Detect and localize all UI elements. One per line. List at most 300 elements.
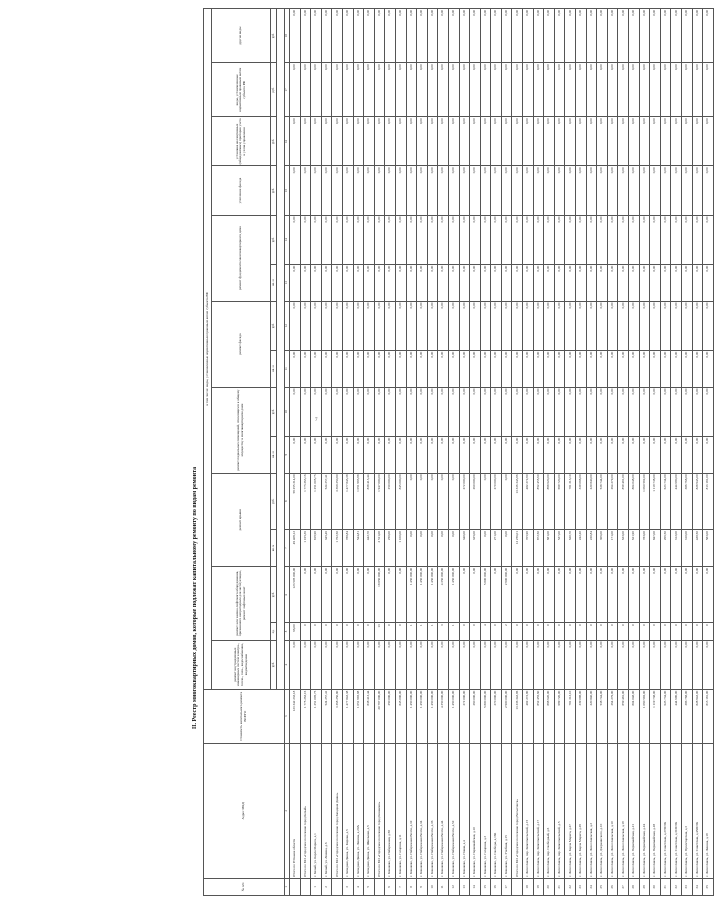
cell-c14: 0,00 bbox=[342, 215, 353, 264]
table-row bbox=[533, 9, 544, 896]
cell-c12: 0,00 bbox=[459, 301, 470, 350]
cell-c7: 681,00 bbox=[544, 530, 555, 567]
cell-c10: 0,00 bbox=[681, 387, 692, 436]
cell-c4: 0,00 bbox=[427, 640, 438, 689]
unit-c8: руб. bbox=[271, 473, 277, 530]
cell-addr: г. Лихославль, ул. Карла Маркса, д.29 bbox=[576, 743, 587, 878]
cell-c18: 0,00 bbox=[395, 9, 406, 63]
cell-c12: 0,00 bbox=[586, 301, 597, 350]
cell-c13: 0,00 bbox=[554, 264, 565, 301]
cell-c17: 0,00 bbox=[438, 63, 449, 117]
cell-addr: г. Белый, ул. Карла Маркса, д.1 bbox=[311, 743, 322, 878]
table-row bbox=[438, 9, 449, 896]
column-number: 10 bbox=[284, 387, 290, 436]
cell-c13: 0,00 bbox=[311, 264, 322, 301]
cell-c7: 340,00 bbox=[459, 530, 470, 567]
cell-c17: 0,00 bbox=[607, 63, 618, 117]
cell-addr: г. Западная Двина, ул. Ленина, д.20А bbox=[353, 743, 364, 878]
cell-c10: 0,00 bbox=[533, 387, 544, 436]
unit-c13: кв. м bbox=[271, 264, 277, 301]
cell-c18: 0,00 bbox=[417, 9, 428, 63]
cell-c7: 633,00 bbox=[618, 530, 629, 567]
cell-c11: 0,00 bbox=[374, 350, 385, 387]
cell-c16: 0,00 bbox=[501, 117, 512, 166]
cell-c15: 0,00 bbox=[491, 166, 502, 215]
cell-c15: 0,00 bbox=[607, 166, 618, 215]
cell-c13: 0,00 bbox=[607, 264, 618, 301]
cell-addr: г. Лихославль, ул. Лихославльская, д.2 bbox=[586, 743, 597, 878]
cell-c6: 0,00 bbox=[311, 566, 322, 623]
cell-c13: 0,00 bbox=[470, 264, 481, 301]
cell-c12: 0,00 bbox=[342, 301, 353, 350]
cell-c16: 0,00 bbox=[385, 117, 396, 166]
cell-no: 10 bbox=[427, 878, 438, 895]
cell-c16: 0,00 bbox=[300, 117, 311, 166]
cell-c16: 0,00 bbox=[681, 117, 692, 166]
column-number: 13 bbox=[284, 264, 290, 301]
cell-c16: 0,00 bbox=[311, 117, 322, 166]
cell-c3: 804 048,00 bbox=[629, 689, 640, 743]
cell-c5: 0 bbox=[300, 623, 311, 640]
cell-c4: 0,00 bbox=[618, 640, 629, 689]
cell-c6: 0,00 bbox=[395, 566, 406, 623]
cell-c8: 250 000,00 bbox=[385, 473, 396, 530]
cell-c17: 0,00 bbox=[650, 63, 661, 117]
cell-c6: 1 450 000,00 bbox=[427, 566, 438, 623]
cell-c11: 0,00 bbox=[544, 350, 555, 387]
cell-c8: 898 620,00 bbox=[544, 473, 555, 530]
cell-addr: г. Конаково, ул. Набережная Волги, д.44 bbox=[438, 743, 449, 878]
table-total-row bbox=[332, 9, 343, 896]
cell-c7: 345,46 bbox=[321, 530, 332, 567]
cell-c14: 0,00 bbox=[427, 215, 438, 264]
cell-c18: 0,00 bbox=[650, 9, 661, 63]
cell-c6: 18 850 000,00 bbox=[374, 566, 385, 623]
cell-c14: 0,00 bbox=[692, 215, 703, 264]
cell-c16: 0,00 bbox=[406, 117, 417, 166]
cell-c18: 0,00 bbox=[491, 9, 502, 63]
cell-c15: 0,00 bbox=[364, 166, 375, 215]
cell-c10: 0,00 bbox=[597, 387, 608, 436]
cell-c3: 2 900 000,00 bbox=[501, 689, 512, 743]
column-number: 17 bbox=[284, 63, 290, 117]
cell-c16: 0,00 bbox=[565, 117, 576, 166]
cell-c18: 0,00 bbox=[703, 9, 714, 63]
cell-c8: 1 775 263,16 bbox=[300, 473, 311, 530]
cell-c12: 0,00 bbox=[523, 301, 534, 350]
cell-c8: 482 272,90 bbox=[523, 473, 534, 530]
cell-c9: 0,00 bbox=[332, 436, 343, 473]
cell-addr: г. Лихославль, пер. Комсомольский, д.15 bbox=[523, 743, 534, 878]
table-total-row bbox=[290, 9, 301, 896]
including-group-header: в том числе: виды, установленные нормативным правовым актом субъекта РФ bbox=[204, 9, 212, 690]
cell-addr: г. Лихославль, ул. Советская, д.45МПК bbox=[692, 743, 703, 878]
cell-c12: 0,00 bbox=[300, 301, 311, 350]
cell-c7: 0,00 bbox=[438, 530, 449, 567]
cell-c4: 0,00 bbox=[512, 640, 523, 689]
cell-c18: 0,00 bbox=[501, 9, 512, 63]
cell-c14: 0,00 bbox=[448, 215, 459, 264]
cell-c5: 2 bbox=[501, 623, 512, 640]
cell-no: 16 bbox=[491, 878, 502, 895]
cell-c11: 0,00 bbox=[480, 350, 491, 387]
cell-no: 1 bbox=[311, 878, 322, 895]
cell-c9: 0,00 bbox=[300, 436, 311, 473]
cell-c7: 438,50 bbox=[692, 530, 703, 567]
cell-c17: 0,00 bbox=[692, 63, 703, 117]
cell-c17: 0,00 bbox=[321, 63, 332, 117]
cell-c11: 0,00 bbox=[438, 350, 449, 387]
cell-c9: 0,00 bbox=[660, 436, 671, 473]
cell-c8: 0,00 bbox=[417, 473, 428, 530]
cell-c6: 123 505 000,00 bbox=[290, 566, 301, 623]
cell-c6: 1 450 000,00 bbox=[417, 566, 428, 623]
table-row bbox=[660, 9, 671, 896]
cell-c16: 0,00 bbox=[470, 117, 481, 166]
cell-c14: 0,00 bbox=[395, 215, 406, 264]
cell-c18: 0,00 bbox=[448, 9, 459, 63]
cell-c17: 0,00 bbox=[512, 63, 523, 117]
cell-c16: 0,00 bbox=[703, 117, 714, 166]
cell-c3: 444 690,00 bbox=[671, 689, 682, 743]
cell-c15: 0,00 bbox=[290, 166, 301, 215]
table-total-row bbox=[300, 9, 311, 896]
cell-c4: 0,00 bbox=[491, 640, 502, 689]
cell-addr: г. Конаково, ул. Гагарина, д.11 bbox=[395, 743, 406, 878]
cell-c9: 0,00 bbox=[554, 436, 565, 473]
unit-c14: руб. bbox=[271, 215, 277, 264]
cell-c4: 0,00 bbox=[544, 640, 555, 689]
cell-c18: 0,00 bbox=[459, 9, 470, 63]
cell-c14: 0,00 bbox=[480, 215, 491, 264]
cell-c18: 0,00 bbox=[523, 9, 534, 63]
cell-c14: 0,00 bbox=[576, 215, 587, 264]
table-row bbox=[353, 9, 364, 896]
cell-c14: 0,00 bbox=[321, 215, 332, 264]
cell-c8: 260 000,00 bbox=[470, 473, 481, 530]
cell-c18: 0,00 bbox=[629, 9, 640, 63]
cell-c11: 0,00 bbox=[618, 350, 629, 387]
cell-c15: 0,00 bbox=[692, 166, 703, 215]
cell-c14: 0,00 bbox=[565, 215, 576, 264]
cell-c18: 0,00 bbox=[321, 9, 332, 63]
cell-no bbox=[512, 878, 523, 895]
cell-c8: 623 734,00 bbox=[660, 473, 671, 530]
cell-c11: 0,00 bbox=[364, 350, 375, 387]
cell-c12: 0,00 bbox=[385, 301, 396, 350]
cell-c7: 266,50 bbox=[660, 530, 671, 567]
unit-c4: руб. bbox=[271, 640, 277, 689]
column-number: 18 bbox=[284, 9, 290, 63]
cell-c17: 0,00 bbox=[395, 63, 406, 117]
cell-c11: 0,00 bbox=[660, 350, 671, 387]
cell-c4: 0,00 bbox=[650, 640, 661, 689]
cell-c13: 0,00 bbox=[427, 264, 438, 301]
header-spacer bbox=[276, 9, 284, 690]
cell-c8: 339 098,00 bbox=[576, 473, 587, 530]
cell-c11: 0,00 bbox=[523, 350, 534, 387]
cell-c4: 0,00 bbox=[533, 640, 544, 689]
table-total-row bbox=[512, 9, 523, 896]
cell-c7: 325,00 bbox=[470, 530, 481, 567]
cell-c5: 0 bbox=[576, 623, 587, 640]
cell-c18: 0,00 bbox=[480, 9, 491, 63]
cell-c14: 0,00 bbox=[491, 215, 502, 264]
cell-c3: 828 943,00 bbox=[692, 689, 703, 743]
cell-c9: 0,00 bbox=[692, 436, 703, 473]
col-metering-header: установка коллективных (общедомовых) приборов учета и узлов управления bbox=[212, 117, 271, 166]
cell-c18: 0,00 bbox=[660, 9, 671, 63]
cell-c16: 0,00 bbox=[629, 117, 640, 166]
cell-c18: 0,00 bbox=[342, 9, 353, 63]
cell-c8: 1 477 843,38 bbox=[342, 473, 353, 530]
page-number: 7 bbox=[315, 418, 318, 423]
cell-c13: 0,00 bbox=[385, 264, 396, 301]
cell-c3: 1 051 993,98 bbox=[353, 689, 364, 743]
cell-c10: 0,00 bbox=[406, 387, 417, 436]
cell-c11: 0,00 bbox=[501, 350, 512, 387]
cell-no: 30 bbox=[650, 878, 661, 895]
cell-c4: 0,00 bbox=[586, 640, 597, 689]
cell-c12: 0,00 bbox=[438, 301, 449, 350]
cell-c12: 0,00 bbox=[544, 301, 555, 350]
cell-c4: 0,00 bbox=[523, 640, 534, 689]
cell-no: 13 bbox=[459, 878, 470, 895]
cell-c17: 0,00 bbox=[448, 63, 459, 117]
cell-c18: 0,00 bbox=[512, 9, 523, 63]
cell-c7: 271,00 bbox=[491, 530, 502, 567]
cell-c6: 4 350 000,00 bbox=[438, 566, 449, 623]
cell-c9: 0,00 bbox=[342, 436, 353, 473]
table-body bbox=[290, 9, 714, 896]
cell-c16: 0,00 bbox=[374, 117, 385, 166]
unit-c15: руб. bbox=[271, 166, 277, 215]
cell-c5: 0 bbox=[681, 623, 692, 640]
table-row bbox=[321, 9, 332, 896]
cell-addr: г. Лихославль, пер. Комсомольский, д.17 bbox=[533, 743, 544, 878]
cell-c17: 0,00 bbox=[629, 63, 640, 117]
cell-c12: 0,00 bbox=[607, 301, 618, 350]
cell-c5: 1 bbox=[427, 623, 438, 640]
unit-c12: руб. bbox=[271, 301, 277, 350]
cell-c9: 0,00 bbox=[597, 436, 608, 473]
cell-c14: 0,00 bbox=[300, 215, 311, 264]
cell-c10: 0,00 bbox=[586, 387, 597, 436]
cell-c9: 0,00 bbox=[406, 436, 417, 473]
cell-c12: 0,00 bbox=[681, 301, 692, 350]
cell-c11: 0,00 bbox=[417, 350, 428, 387]
cell-c12: 0,00 bbox=[618, 301, 629, 350]
cell-c11: 0,00 bbox=[554, 350, 565, 387]
cell-c16: 0,00 bbox=[607, 117, 618, 166]
cell-c18: 0,00 bbox=[332, 9, 343, 63]
cell-c5: 1 bbox=[448, 623, 459, 640]
cell-c13: 0,00 bbox=[523, 264, 534, 301]
col-engineering-header: ремонт внутридомовых инженерных систем электро-, тепло-, газо-, водоснабжения, водоотведения bbox=[212, 640, 271, 689]
cell-c17: 0,00 bbox=[290, 63, 301, 117]
cell-c12: 0,00 bbox=[406, 301, 417, 350]
cell-c5: 0 bbox=[565, 623, 576, 640]
cell-no: 21 bbox=[554, 878, 565, 895]
cell-c14: 0,00 bbox=[554, 215, 565, 264]
table-row bbox=[523, 9, 534, 896]
cell-c6: 0,00 bbox=[650, 566, 661, 623]
cell-c5: 0 bbox=[321, 623, 332, 640]
cell-c11: 0,00 bbox=[470, 350, 481, 387]
cell-c7: 0,00 bbox=[406, 530, 417, 567]
cell-c8: 270 000,00 bbox=[491, 473, 502, 530]
cell-c14: 0,00 bbox=[544, 215, 555, 264]
cell-c9: 0,00 bbox=[586, 436, 597, 473]
cell-c13: 0,00 bbox=[491, 264, 502, 301]
cell-c16: 0,00 bbox=[639, 117, 650, 166]
cell-c8: 0,00 bbox=[438, 473, 449, 530]
cell-no bbox=[332, 878, 343, 895]
cell-c14: 0,00 bbox=[671, 215, 682, 264]
cell-c4: 0,00 bbox=[554, 640, 565, 689]
cell-no: 33 bbox=[681, 878, 692, 895]
cell-c4: 0,00 bbox=[342, 640, 353, 689]
cell-c12: 0,00 bbox=[311, 301, 322, 350]
cell-c8: 538 744,00 bbox=[597, 473, 608, 530]
cell-c6: 0,00 bbox=[671, 566, 682, 623]
cell-c14: 0,00 bbox=[501, 215, 512, 264]
column-number: 12 bbox=[284, 301, 290, 350]
cell-c18: 0,00 bbox=[681, 9, 692, 63]
cell-c18: 0,00 bbox=[586, 9, 597, 63]
table-row bbox=[618, 9, 629, 896]
cell-c13: 0,00 bbox=[353, 264, 364, 301]
cell-c15: 0,00 bbox=[629, 166, 640, 215]
cell-c7: 0,00 bbox=[448, 530, 459, 567]
unit-c18: руб. bbox=[271, 9, 277, 63]
cell-c15: 0,00 bbox=[639, 166, 650, 215]
cell-c10: 0,00 bbox=[576, 387, 587, 436]
cell-c3: 13 336 343,96 bbox=[512, 689, 523, 743]
column-number: 5 bbox=[284, 623, 290, 640]
cell-c3: 1 450 000,00 bbox=[427, 689, 438, 743]
cell-c6: 0,00 bbox=[639, 566, 650, 623]
cell-c10: 0,00 bbox=[332, 387, 343, 436]
cell-c3: 3 368 250,80 bbox=[332, 689, 343, 743]
cell-c6: 0,00 bbox=[703, 566, 714, 623]
table-row bbox=[671, 9, 682, 896]
cell-c15: 0,00 bbox=[703, 166, 714, 215]
cell-c16: 0,00 bbox=[491, 117, 502, 166]
cell-c12: 0,00 bbox=[639, 301, 650, 350]
cell-c13: 0,00 bbox=[671, 264, 682, 301]
cell-c15: 0,00 bbox=[480, 166, 491, 215]
cell-c3: 20 797 000,00 bbox=[374, 689, 385, 743]
cell-no: 5 bbox=[364, 878, 375, 895]
cell-c12: 0,00 bbox=[480, 301, 491, 350]
cell-c10: 0,00 bbox=[374, 387, 385, 436]
cell-no: 31 bbox=[660, 878, 671, 895]
cell-c5: 0 bbox=[597, 623, 608, 640]
cell-c5: 0 bbox=[523, 623, 534, 640]
cell-c7: 783,00 bbox=[639, 530, 650, 567]
cell-c15: 0,00 bbox=[438, 166, 449, 215]
column-number: 3 bbox=[284, 689, 290, 743]
cell-addr: г. Лихославль, ул. Первомайская, д.28 bbox=[650, 743, 661, 878]
cell-c10: 0,00 bbox=[544, 387, 555, 436]
cell-c8: 0,00 bbox=[448, 473, 459, 530]
cell-c9: 0,00 bbox=[321, 436, 332, 473]
cell-c4: 0,00 bbox=[681, 640, 692, 689]
cell-c10: 0,00 bbox=[459, 387, 470, 436]
cell-addr: г. Конаково, ул. Новая, д.4 bbox=[459, 743, 470, 878]
cell-c9: 0,00 bbox=[374, 436, 385, 473]
cell-c6: 0,00 bbox=[364, 566, 375, 623]
cell-c8: 838 413,44 bbox=[364, 473, 375, 530]
cell-c13: 0,00 bbox=[364, 264, 375, 301]
cell-c17: 0,00 bbox=[618, 63, 629, 117]
cell-addr: г. Лихославль, ул. Лихославльская, д.19 bbox=[618, 743, 629, 878]
cell-c6: 0,00 bbox=[300, 566, 311, 623]
table-row bbox=[597, 9, 608, 896]
column-number: 2 bbox=[284, 743, 290, 878]
cell-c11: 0,00 bbox=[427, 350, 438, 387]
cell-c16: 0,00 bbox=[427, 117, 438, 166]
cell-c11: 0,00 bbox=[639, 350, 650, 387]
page-content bbox=[0, 8, 710, 898]
cell-c7: 819,90 bbox=[311, 530, 322, 567]
cell-c12: 0,00 bbox=[671, 301, 682, 350]
cell-c8: 1 251 005,75 bbox=[311, 473, 322, 530]
cell-c4: 0,00 bbox=[321, 640, 332, 689]
cell-c5: 0 bbox=[586, 623, 597, 640]
column-number: 11 bbox=[284, 350, 290, 387]
cell-c12: 0,00 bbox=[374, 301, 385, 350]
cell-addr: г. Лихославль, ул. Дзержинского, д.10 bbox=[597, 743, 608, 878]
cell-c16: 0,00 bbox=[533, 117, 544, 166]
table-row bbox=[554, 9, 565, 896]
col-no-header: № п/п bbox=[204, 878, 285, 895]
cell-no: 27 bbox=[618, 878, 629, 895]
cell-c3: 813 181,00 bbox=[703, 689, 714, 743]
cell-c3: 1 775 263,16 bbox=[300, 689, 311, 743]
cell-c3: 1 119 738,00 bbox=[650, 689, 661, 743]
cell-c11: 0,00 bbox=[629, 350, 640, 387]
cell-c15: 0,00 bbox=[427, 166, 438, 215]
cell-c11: 0,00 bbox=[671, 350, 682, 387]
cell-c6: 0,00 bbox=[512, 566, 523, 623]
cell-c14: 0,00 bbox=[607, 215, 618, 264]
cell-addr: г. Конаково, ул. Набережная Волги, д.34 bbox=[417, 743, 428, 878]
cell-c15: 0,00 bbox=[544, 166, 555, 215]
cell-c11: 0,00 bbox=[395, 350, 406, 387]
cell-c5: 66,00 bbox=[290, 623, 301, 640]
cell-c11: 0,00 bbox=[385, 350, 396, 387]
cell-c13: 0,00 bbox=[480, 264, 491, 301]
cell-c10: 0,00 bbox=[480, 387, 491, 436]
cell-c4: 0,00 bbox=[459, 640, 470, 689]
cell-c18: 0,00 bbox=[565, 9, 576, 63]
cell-c9: 0,00 bbox=[364, 436, 375, 473]
table-row bbox=[480, 9, 491, 896]
cell-c3: 1 450 000,00 bbox=[417, 689, 428, 743]
cell-c12: 0,00 bbox=[629, 301, 640, 350]
cell-c9: 0,00 bbox=[290, 436, 301, 473]
cell-c14: 0,00 bbox=[438, 215, 449, 264]
cell-c11: 0,00 bbox=[321, 350, 332, 387]
cell-c3: 264 279,00 bbox=[607, 689, 618, 743]
cell-addr: г. Лихославль, ул. Первомайская, д.24 bbox=[639, 743, 650, 878]
cell-c13: 0,00 bbox=[512, 264, 523, 301]
cell-c3: 5 800 000,00 bbox=[480, 689, 491, 743]
cell-addr: г. Белый, ул. Ленина, д.6 bbox=[321, 743, 332, 878]
cell-no: 23 bbox=[576, 878, 587, 895]
